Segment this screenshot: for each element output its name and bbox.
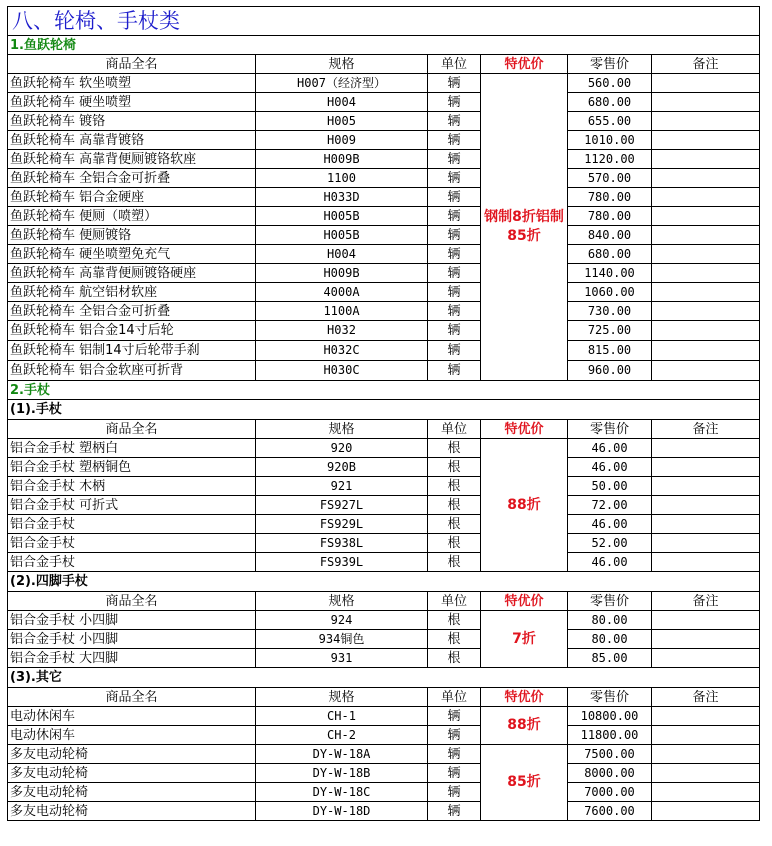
item-unit: 辆: [428, 74, 481, 93]
item-spec: H005B: [256, 207, 428, 226]
item-name: 铝合金手杖 木柄: [8, 477, 256, 496]
header-name: 商品全名: [8, 420, 256, 439]
item-unit: 根: [428, 611, 481, 630]
item-note: [652, 131, 760, 150]
item-note: [652, 534, 760, 553]
item-retail-price: 80.00: [568, 611, 652, 630]
item-retail-price: 680.00: [568, 93, 652, 112]
item-spec: H009B: [256, 150, 428, 169]
table-row: [8, 341, 760, 361]
item-retail-price: 11800.00: [568, 726, 652, 745]
table-row: [8, 169, 760, 188]
header-unit: 单位: [428, 592, 481, 611]
item-note: [652, 169, 760, 188]
header-special-price: 特优价: [481, 420, 568, 439]
item-unit: 辆: [428, 321, 481, 341]
table-row: [8, 283, 760, 302]
header-spec: 规格: [256, 592, 428, 611]
item-unit: 根: [428, 496, 481, 515]
table-row: [8, 764, 760, 783]
item-name: 鱼跃轮椅车 铝合金硬座: [8, 188, 256, 207]
item-retail-price: 46.00: [568, 439, 652, 458]
item-note: [652, 553, 760, 572]
item-note: [652, 611, 760, 630]
item-name: 多友电动轮椅: [8, 745, 256, 764]
price-sheet: [7, 6, 760, 821]
item-retail-price: 7600.00: [568, 802, 652, 821]
item-note: [652, 707, 760, 726]
item-name: 鱼跃轮椅车 全铝合金可折叠: [8, 302, 256, 321]
item-name: 多友电动轮椅: [8, 802, 256, 821]
item-note: [652, 361, 760, 381]
item-name: 鱼跃轮椅车 便厕（喷塑）: [8, 207, 256, 226]
item-spec: H007（经济型）: [256, 74, 428, 93]
item-unit: 辆: [428, 188, 481, 207]
item-spec: 1100: [256, 169, 428, 188]
item-retail-price: 7500.00: [568, 745, 652, 764]
item-unit: 辆: [428, 764, 481, 783]
header-unit: 单位: [428, 688, 481, 707]
item-note: [652, 264, 760, 283]
item-note: [652, 302, 760, 321]
table-row: [8, 245, 760, 264]
item-retail-price: 46.00: [568, 458, 652, 477]
item-name: 铝合金手杖: [8, 534, 256, 553]
discount-cell: 7折: [481, 611, 568, 668]
item-name: 鱼跃轮椅车 便厕镀铬: [8, 226, 256, 245]
header-row-cane: [8, 420, 760, 439]
item-unit: 根: [428, 477, 481, 496]
table-row: [8, 264, 760, 283]
item-note: [652, 245, 760, 264]
subsection-other: [8, 668, 760, 688]
item-retail-price: 960.00: [568, 361, 652, 381]
table-row: [8, 496, 760, 515]
item-retail-price: 1120.00: [568, 150, 652, 169]
item-retail-price: 1010.00: [568, 131, 652, 150]
subsection-cane: [8, 400, 760, 420]
table-row: [8, 74, 760, 93]
header-note: 备注: [652, 420, 760, 439]
item-name: 铝合金手杖: [8, 515, 256, 534]
item-spec: 931: [256, 649, 428, 668]
item-retail-price: 780.00: [568, 188, 652, 207]
table-row: [8, 112, 760, 131]
item-spec: CH-1: [256, 707, 428, 726]
item-unit: 辆: [428, 245, 481, 264]
table-row: [8, 302, 760, 321]
item-retail-price: 725.00: [568, 321, 652, 341]
item-spec: DY-W-18D: [256, 802, 428, 821]
item-spec: H004: [256, 93, 428, 112]
table-row: [8, 707, 760, 726]
item-name: 铝合金手杖: [8, 553, 256, 572]
item-unit: 根: [428, 534, 481, 553]
item-unit: 辆: [428, 169, 481, 188]
item-name: 铝合金手杖 可折式: [8, 496, 256, 515]
item-unit: 辆: [428, 341, 481, 361]
table-row: [8, 150, 760, 169]
item-spec: FS927L: [256, 496, 428, 515]
item-name: 鱼跃轮椅车 硬坐喷塑: [8, 93, 256, 112]
item-unit: 根: [428, 515, 481, 534]
item-note: [652, 226, 760, 245]
item-unit: 辆: [428, 207, 481, 226]
item-name: 铝合金手杖 小四脚: [8, 630, 256, 649]
item-note: [652, 477, 760, 496]
subsection-quad: [8, 572, 760, 592]
table-row: [8, 745, 760, 764]
item-name: 鱼跃轮椅车 全铝合金可折叠: [8, 169, 256, 188]
item-spec: H005: [256, 112, 428, 131]
page-title: 八、轮椅、手杖类: [8, 7, 760, 36]
table-row: [8, 477, 760, 496]
item-retail-price: 1140.00: [568, 264, 652, 283]
item-spec: DY-W-18A: [256, 745, 428, 764]
item-unit: 辆: [428, 361, 481, 381]
item-unit: 辆: [428, 707, 481, 726]
item-retail-price: 780.00: [568, 207, 652, 226]
item-retail-price: 72.00: [568, 496, 652, 515]
item-unit: 根: [428, 630, 481, 649]
table-row: [8, 188, 760, 207]
item-spec: 1100A: [256, 302, 428, 321]
item-retail-price: 10800.00: [568, 707, 652, 726]
sheet-body: [8, 7, 760, 821]
table-row: [8, 361, 760, 381]
item-retail-price: 730.00: [568, 302, 652, 321]
item-spec: H009B: [256, 264, 428, 283]
item-name: 铝合金手杖 塑柄白: [8, 439, 256, 458]
item-name: 多友电动轮椅: [8, 783, 256, 802]
item-note: [652, 726, 760, 745]
header-spec: 规格: [256, 420, 428, 439]
table-row: [8, 611, 760, 630]
item-note: [652, 764, 760, 783]
header-spec: 规格: [256, 55, 428, 74]
table-row: [8, 553, 760, 572]
item-note: [652, 321, 760, 341]
item-unit: 辆: [428, 226, 481, 245]
table-row: [8, 321, 760, 341]
header-special-price: 特优价: [481, 592, 568, 611]
item-note: [652, 150, 760, 169]
section-wheelchair-label: 1.鱼跃轮椅: [8, 36, 760, 55]
section-wheelchair: [8, 36, 760, 55]
item-name: 鱼跃轮椅车 铝合金软座可折背: [8, 361, 256, 381]
item-spec: H009: [256, 131, 428, 150]
table-row: [8, 226, 760, 245]
item-retail-price: 1060.00: [568, 283, 652, 302]
item-note: [652, 458, 760, 477]
item-spec: FS938L: [256, 534, 428, 553]
header-retail-price: 零售价: [568, 55, 652, 74]
item-retail-price: 840.00: [568, 226, 652, 245]
item-unit: 辆: [428, 745, 481, 764]
item-retail-price: 8000.00: [568, 764, 652, 783]
item-name: 鱼跃轮椅车 高靠背镀铬: [8, 131, 256, 150]
item-retail-price: 655.00: [568, 112, 652, 131]
item-note: [652, 439, 760, 458]
item-unit: 辆: [428, 264, 481, 283]
table-row: [8, 93, 760, 112]
header-row-wheelchair: [8, 55, 760, 74]
item-spec: 4000A: [256, 283, 428, 302]
section-cane: [8, 381, 760, 400]
item-note: [652, 649, 760, 668]
item-spec: FS939L: [256, 553, 428, 572]
header-special-price: 特优价: [481, 55, 568, 74]
item-note: [652, 74, 760, 93]
item-retail-price: 50.00: [568, 477, 652, 496]
item-spec: 921: [256, 477, 428, 496]
header-spec: 规格: [256, 688, 428, 707]
item-note: [652, 341, 760, 361]
table-row: [8, 649, 760, 668]
item-unit: 辆: [428, 131, 481, 150]
item-spec: H004: [256, 245, 428, 264]
item-unit: 辆: [428, 112, 481, 131]
item-retail-price: 570.00: [568, 169, 652, 188]
discount-cell: 88折: [481, 707, 568, 745]
item-spec: H033D: [256, 188, 428, 207]
item-spec: FS929L: [256, 515, 428, 534]
item-name: 鱼跃轮椅车 航空铝材软座: [8, 283, 256, 302]
item-unit: 辆: [428, 783, 481, 802]
item-note: [652, 496, 760, 515]
table-row: [8, 439, 760, 458]
item-note: [652, 112, 760, 131]
item-spec: 920B: [256, 458, 428, 477]
table-row: [8, 458, 760, 477]
subsection-quad-label: (2).四脚手杖: [8, 572, 760, 592]
table-row: [8, 783, 760, 802]
header-name: 商品全名: [8, 55, 256, 74]
item-name: 铝合金手杖 塑柄铜色: [8, 458, 256, 477]
item-name: 电动休闲车: [8, 707, 256, 726]
discount-cell: 88折: [481, 439, 568, 572]
item-unit: 根: [428, 458, 481, 477]
header-note: 备注: [652, 55, 760, 74]
item-name: 鱼跃轮椅车 高靠背便厕镀铬硬座: [8, 264, 256, 283]
item-spec: 924: [256, 611, 428, 630]
item-name: 鱼跃轮椅车 高靠背便厕镀铬软座: [8, 150, 256, 169]
subsection-cane-label: (1).手杖: [8, 400, 760, 420]
item-note: [652, 93, 760, 112]
item-name: 铝合金手杖 小四脚: [8, 611, 256, 630]
item-unit: 根: [428, 649, 481, 668]
item-unit: 辆: [428, 802, 481, 821]
item-retail-price: 46.00: [568, 515, 652, 534]
item-name: 鱼跃轮椅车 铝制14寸后轮带手刹: [8, 341, 256, 361]
item-name: 鱼跃轮椅车 硬坐喷塑免充气: [8, 245, 256, 264]
table-row: [8, 726, 760, 745]
discount-cell: 钢制8折铝制85折: [481, 74, 568, 381]
header-special-price: 特优价: [481, 688, 568, 707]
header-retail-price: 零售价: [568, 420, 652, 439]
item-spec: H032: [256, 321, 428, 341]
discount-cell: 85折: [481, 745, 568, 821]
item-spec: H005B: [256, 226, 428, 245]
item-unit: 辆: [428, 726, 481, 745]
table-row: [8, 515, 760, 534]
header-unit: 单位: [428, 55, 481, 74]
item-note: [652, 188, 760, 207]
section-cane-label: 2.手杖: [8, 381, 760, 400]
item-retail-price: 560.00: [568, 74, 652, 93]
item-unit: 根: [428, 553, 481, 572]
item-name: 铝合金手杖 大四脚: [8, 649, 256, 668]
item-note: [652, 745, 760, 764]
header-row-quad: [8, 592, 760, 611]
item-retail-price: 52.00: [568, 534, 652, 553]
header-name: 商品全名: [8, 688, 256, 707]
item-note: [652, 802, 760, 821]
item-unit: 辆: [428, 302, 481, 321]
item-spec: H032C: [256, 341, 428, 361]
item-name: 鱼跃轮椅车 铝合金14寸后轮: [8, 321, 256, 341]
header-name: 商品全名: [8, 592, 256, 611]
item-unit: 辆: [428, 93, 481, 112]
item-spec: DY-W-18C: [256, 783, 428, 802]
header-note: 备注: [652, 688, 760, 707]
item-spec: H030C: [256, 361, 428, 381]
item-note: [652, 630, 760, 649]
item-unit: 根: [428, 439, 481, 458]
item-retail-price: 7000.00: [568, 783, 652, 802]
item-note: [652, 783, 760, 802]
table-row: [8, 802, 760, 821]
item-spec: DY-W-18B: [256, 764, 428, 783]
item-name: 鱼跃轮椅车 软坐喷塑: [8, 74, 256, 93]
table-row: [8, 207, 760, 226]
item-name: 多友电动轮椅: [8, 764, 256, 783]
item-note: [652, 207, 760, 226]
item-spec: CH-2: [256, 726, 428, 745]
item-spec: 934铜色: [256, 630, 428, 649]
subsection-other-label: (3).其它: [8, 668, 760, 688]
table-row: [8, 630, 760, 649]
header-retail-price: 零售价: [568, 688, 652, 707]
header-row-other: [8, 688, 760, 707]
item-retail-price: 46.00: [568, 553, 652, 572]
header-note: 备注: [652, 592, 760, 611]
item-unit: 辆: [428, 150, 481, 169]
item-name: 电动休闲车: [8, 726, 256, 745]
item-unit: 辆: [428, 283, 481, 302]
item-retail-price: 80.00: [568, 630, 652, 649]
header-unit: 单位: [428, 420, 481, 439]
table-row: [8, 131, 760, 150]
item-spec: 920: [256, 439, 428, 458]
item-retail-price: 815.00: [568, 341, 652, 361]
table-row: [8, 534, 760, 553]
item-note: [652, 283, 760, 302]
item-note: [652, 515, 760, 534]
item-retail-price: 680.00: [568, 245, 652, 264]
item-name: 鱼跃轮椅车 镀铬: [8, 112, 256, 131]
title-row: [8, 7, 760, 36]
header-retail-price: 零售价: [568, 592, 652, 611]
item-retail-price: 85.00: [568, 649, 652, 668]
